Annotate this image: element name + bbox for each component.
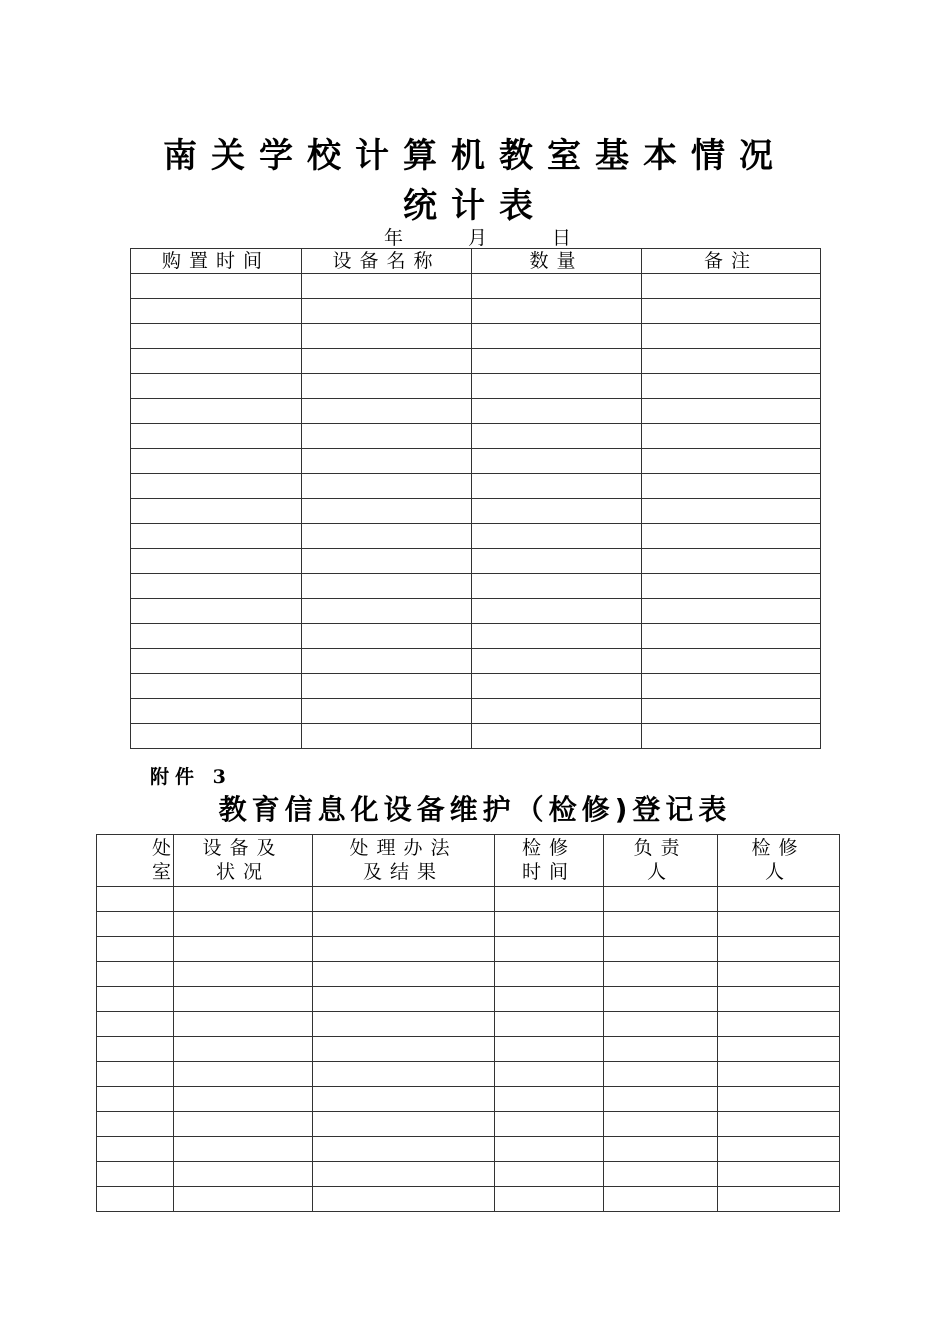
table-row bbox=[131, 599, 821, 624]
table-row bbox=[131, 649, 821, 674]
table-cell[interactable] bbox=[302, 324, 472, 349]
header-line: 设备及 bbox=[202, 837, 284, 859]
table-cell[interactable] bbox=[174, 962, 313, 987]
column-header-office bbox=[97, 835, 174, 887]
table-cell[interactable] bbox=[718, 887, 840, 912]
column-header-device-name: 设备名称 bbox=[302, 249, 472, 274]
table-cell[interactable] bbox=[302, 524, 472, 549]
table-cell[interactable] bbox=[131, 674, 302, 699]
table-row bbox=[97, 987, 840, 1012]
header-line: 人 bbox=[646, 861, 674, 883]
table-row bbox=[97, 1137, 840, 1162]
table-cell[interactable] bbox=[718, 962, 840, 987]
table-cell[interactable] bbox=[302, 699, 472, 724]
table-cell[interactable] bbox=[642, 724, 821, 749]
table-cell[interactable] bbox=[495, 1162, 604, 1187]
table-cell[interactable] bbox=[495, 912, 604, 937]
header-line: 及结果 bbox=[362, 861, 444, 883]
table-cell[interactable] bbox=[604, 1012, 718, 1037]
table-row bbox=[131, 299, 821, 324]
table-row bbox=[97, 1062, 840, 1087]
table-cell[interactable] bbox=[131, 724, 302, 749]
table-cell[interactable] bbox=[604, 1037, 718, 1062]
table-cell[interactable] bbox=[97, 1087, 174, 1112]
table-cell[interactable] bbox=[495, 887, 604, 912]
table-cell[interactable] bbox=[302, 474, 472, 499]
table-cell[interactable] bbox=[302, 599, 472, 624]
table-row bbox=[131, 549, 821, 574]
table-cell[interactable] bbox=[131, 649, 302, 674]
table-cell[interactable] bbox=[131, 624, 302, 649]
table-cell[interactable] bbox=[472, 449, 642, 474]
table-row bbox=[97, 962, 840, 987]
table-row bbox=[97, 912, 840, 937]
table-cell[interactable] bbox=[302, 349, 472, 374]
table-cell[interactable] bbox=[718, 987, 840, 1012]
date-day-label: 日 bbox=[552, 227, 572, 249]
table-cell[interactable] bbox=[642, 349, 821, 374]
table-row bbox=[97, 1037, 840, 1062]
table-cell[interactable] bbox=[313, 937, 495, 962]
table-cell[interactable] bbox=[495, 1187, 604, 1212]
table-cell[interactable] bbox=[642, 599, 821, 624]
table-cell[interactable] bbox=[718, 1062, 840, 1087]
table-cell[interactable] bbox=[97, 1112, 174, 1137]
table-cell[interactable] bbox=[302, 274, 472, 299]
table-cell[interactable] bbox=[174, 987, 313, 1012]
table-row bbox=[131, 424, 821, 449]
table-cell[interactable] bbox=[302, 574, 472, 599]
table-cell[interactable] bbox=[313, 962, 495, 987]
column-header-repair-person bbox=[718, 835, 840, 887]
table-cell[interactable] bbox=[302, 399, 472, 424]
table-cell[interactable] bbox=[495, 1137, 604, 1162]
table-cell[interactable] bbox=[472, 474, 642, 499]
table-cell[interactable] bbox=[97, 937, 174, 962]
table-cell[interactable] bbox=[472, 699, 642, 724]
page-title: 南关学校计算机教室基本情况 bbox=[163, 136, 787, 176]
header-line: 检修 bbox=[521, 837, 576, 859]
table-cell[interactable] bbox=[174, 912, 313, 937]
table-cell[interactable] bbox=[313, 1187, 495, 1212]
table-cell[interactable] bbox=[131, 324, 302, 349]
table-row bbox=[97, 887, 840, 912]
table-cell[interactable] bbox=[472, 424, 642, 449]
table-cell[interactable] bbox=[97, 1187, 174, 1212]
table-cell[interactable] bbox=[604, 962, 718, 987]
table-cell[interactable] bbox=[472, 399, 642, 424]
table-cell[interactable] bbox=[174, 1187, 313, 1212]
table-cell[interactable] bbox=[604, 987, 718, 1012]
table-cell[interactable] bbox=[642, 649, 821, 674]
table-cell[interactable] bbox=[472, 324, 642, 349]
table-cell[interactable] bbox=[718, 1037, 840, 1062]
table-cell[interactable] bbox=[472, 499, 642, 524]
table-cell[interactable] bbox=[642, 549, 821, 574]
table-cell[interactable] bbox=[174, 1137, 313, 1162]
attachment-label: 附件 3 bbox=[150, 766, 232, 788]
header-line: 时间 bbox=[521, 861, 576, 883]
table-cell[interactable] bbox=[131, 574, 302, 599]
table-cell[interactable] bbox=[302, 449, 472, 474]
table-cell[interactable] bbox=[472, 274, 642, 299]
table-cell[interactable] bbox=[642, 399, 821, 424]
header-line: 负责 bbox=[633, 837, 688, 859]
table-cell[interactable] bbox=[174, 937, 313, 962]
table-row bbox=[131, 474, 821, 499]
table-cell[interactable] bbox=[604, 1112, 718, 1137]
table-cell[interactable] bbox=[495, 1062, 604, 1087]
table-cell[interactable] bbox=[131, 599, 302, 624]
table-cell[interactable] bbox=[302, 649, 472, 674]
table-cell[interactable] bbox=[472, 374, 642, 399]
table-cell[interactable] bbox=[313, 1012, 495, 1037]
table-cell[interactable] bbox=[718, 1012, 840, 1037]
table-cell[interactable] bbox=[718, 1112, 840, 1137]
header-line: 人 bbox=[764, 861, 792, 883]
table-row bbox=[131, 499, 821, 524]
table-cell[interactable] bbox=[97, 912, 174, 937]
table-cell[interactable] bbox=[302, 624, 472, 649]
table-row bbox=[97, 1012, 840, 1037]
table-cell[interactable] bbox=[604, 1137, 718, 1162]
table-row bbox=[131, 399, 821, 424]
table-cell[interactable] bbox=[97, 962, 174, 987]
table-row bbox=[131, 324, 821, 349]
table-cell[interactable] bbox=[131, 474, 302, 499]
table-cell[interactable] bbox=[495, 962, 604, 987]
table-cell[interactable] bbox=[495, 987, 604, 1012]
table-cell[interactable] bbox=[472, 349, 642, 374]
table-cell[interactable] bbox=[97, 1037, 174, 1062]
table-cell[interactable] bbox=[718, 1137, 840, 1162]
header-line: 室 bbox=[151, 861, 171, 883]
table-cell[interactable] bbox=[642, 699, 821, 724]
table-row bbox=[131, 674, 821, 699]
table-cell[interactable] bbox=[302, 299, 472, 324]
table-cell[interactable] bbox=[718, 1162, 840, 1187]
column-header-device-status bbox=[174, 835, 313, 887]
table-cell[interactable] bbox=[131, 399, 302, 424]
table-cell[interactable] bbox=[718, 937, 840, 962]
table-cell[interactable] bbox=[131, 499, 302, 524]
header-line: 处 bbox=[151, 837, 171, 859]
table-cell[interactable] bbox=[302, 724, 472, 749]
table-cell[interactable] bbox=[131, 549, 302, 574]
table-cell[interactable] bbox=[302, 374, 472, 399]
table-cell[interactable] bbox=[302, 549, 472, 574]
table-row bbox=[131, 724, 821, 749]
column-header-repair-time bbox=[495, 835, 604, 887]
table-cell[interactable] bbox=[642, 374, 821, 399]
table-cell[interactable] bbox=[495, 937, 604, 962]
column-header-handling-result bbox=[313, 835, 495, 887]
table-cell[interactable] bbox=[472, 524, 642, 549]
table-cell[interactable] bbox=[313, 987, 495, 1012]
date-year-label: 年 bbox=[384, 227, 404, 249]
table-cell[interactable] bbox=[97, 1162, 174, 1187]
table-cell[interactable] bbox=[174, 1162, 313, 1187]
table-cell[interactable] bbox=[313, 1162, 495, 1187]
table-cell[interactable] bbox=[604, 887, 718, 912]
table-cell[interactable] bbox=[472, 724, 642, 749]
table-cell[interactable] bbox=[313, 887, 495, 912]
column-header-responsible-person bbox=[604, 835, 718, 887]
table-header-row bbox=[131, 249, 821, 274]
table-cell[interactable] bbox=[97, 987, 174, 1012]
table-cell[interactable] bbox=[302, 499, 472, 524]
table-cell[interactable] bbox=[97, 1012, 174, 1037]
table-cell[interactable] bbox=[131, 524, 302, 549]
column-header-quantity: 数量 bbox=[472, 249, 642, 274]
table-cell[interactable] bbox=[131, 449, 302, 474]
table-cell[interactable] bbox=[604, 1062, 718, 1087]
table-header-row bbox=[97, 835, 840, 887]
table-cell[interactable] bbox=[313, 1062, 495, 1087]
table-cell[interactable] bbox=[472, 549, 642, 574]
column-header-purchase-time: 购置时间 bbox=[131, 249, 302, 274]
table-row bbox=[131, 374, 821, 399]
table-cell[interactable] bbox=[302, 674, 472, 699]
table-cell[interactable] bbox=[97, 1137, 174, 1162]
table-cell[interactable] bbox=[313, 1112, 495, 1137]
table-cell[interactable] bbox=[174, 1112, 313, 1137]
table-cell[interactable] bbox=[313, 1037, 495, 1062]
table-cell[interactable] bbox=[131, 349, 302, 374]
table-cell[interactable] bbox=[642, 274, 821, 299]
table-cell[interactable] bbox=[131, 274, 302, 299]
table-cell[interactable] bbox=[642, 524, 821, 549]
column-header-remarks: 备注 bbox=[642, 249, 821, 274]
table-cell[interactable] bbox=[604, 937, 718, 962]
computer-room-stats-table bbox=[130, 248, 821, 749]
table-cell[interactable] bbox=[718, 1187, 840, 1212]
table-row bbox=[131, 699, 821, 724]
table-cell[interactable] bbox=[472, 649, 642, 674]
table-cell[interactable] bbox=[642, 574, 821, 599]
table-cell[interactable] bbox=[642, 624, 821, 649]
table-cell[interactable] bbox=[495, 1012, 604, 1037]
table-cell[interactable] bbox=[97, 887, 174, 912]
page-title-line2: 统计表 bbox=[403, 186, 547, 226]
table-row bbox=[131, 574, 821, 599]
table-cell[interactable] bbox=[495, 1037, 604, 1062]
table-cell[interactable] bbox=[604, 1187, 718, 1212]
table-cell[interactable] bbox=[495, 1087, 604, 1112]
table-row bbox=[131, 349, 821, 374]
table-cell[interactable] bbox=[313, 912, 495, 937]
table-cell[interactable] bbox=[313, 1087, 495, 1112]
table-cell[interactable] bbox=[472, 599, 642, 624]
table-cell[interactable] bbox=[131, 374, 302, 399]
table-cell[interactable] bbox=[604, 1162, 718, 1187]
header-line: 状况 bbox=[215, 861, 270, 883]
table-cell[interactable] bbox=[495, 1112, 604, 1137]
table-row bbox=[97, 1112, 840, 1137]
table-cell[interactable] bbox=[642, 424, 821, 449]
table-row bbox=[97, 1162, 840, 1187]
table-cell[interactable] bbox=[313, 1137, 495, 1162]
table-cell[interactable] bbox=[174, 1037, 313, 1062]
table-row bbox=[131, 524, 821, 549]
table-cell[interactable] bbox=[604, 912, 718, 937]
table-cell[interactable] bbox=[174, 1012, 313, 1037]
table-cell[interactable] bbox=[642, 474, 821, 499]
table-cell[interactable] bbox=[472, 574, 642, 599]
maintenance-form-title: 教育信息化设备维护（检修)登记表 bbox=[218, 793, 732, 826]
header-line: 检修 bbox=[751, 837, 806, 859]
table-cell[interactable] bbox=[174, 1087, 313, 1112]
table-cell[interactable] bbox=[642, 449, 821, 474]
table-cell[interactable] bbox=[131, 699, 302, 724]
table-row bbox=[97, 1187, 840, 1212]
table-row bbox=[131, 624, 821, 649]
table-row bbox=[131, 274, 821, 299]
maintenance-log-table bbox=[96, 834, 840, 1212]
table-cell[interactable] bbox=[718, 1087, 840, 1112]
table-cell[interactable] bbox=[604, 1087, 718, 1112]
table-cell[interactable] bbox=[642, 299, 821, 324]
table-cell[interactable] bbox=[174, 887, 313, 912]
table-row bbox=[97, 1087, 840, 1112]
header-line: 处理办法 bbox=[349, 837, 458, 859]
table-cell[interactable] bbox=[302, 424, 472, 449]
table-cell[interactable] bbox=[718, 912, 840, 937]
table-cell[interactable] bbox=[472, 624, 642, 649]
date-line bbox=[384, 223, 584, 247]
table-cell[interactable] bbox=[642, 324, 821, 349]
table-cell[interactable] bbox=[131, 424, 302, 449]
table-cell[interactable] bbox=[472, 674, 642, 699]
table-cell[interactable] bbox=[642, 499, 821, 524]
date-month-label: 月 bbox=[468, 227, 488, 249]
table-cell[interactable] bbox=[97, 1062, 174, 1087]
table-row bbox=[97, 937, 840, 962]
table-cell[interactable] bbox=[131, 299, 302, 324]
table-cell[interactable] bbox=[472, 299, 642, 324]
table-cell[interactable] bbox=[174, 1062, 313, 1087]
table-row bbox=[131, 449, 821, 474]
table-cell[interactable] bbox=[642, 674, 821, 699]
